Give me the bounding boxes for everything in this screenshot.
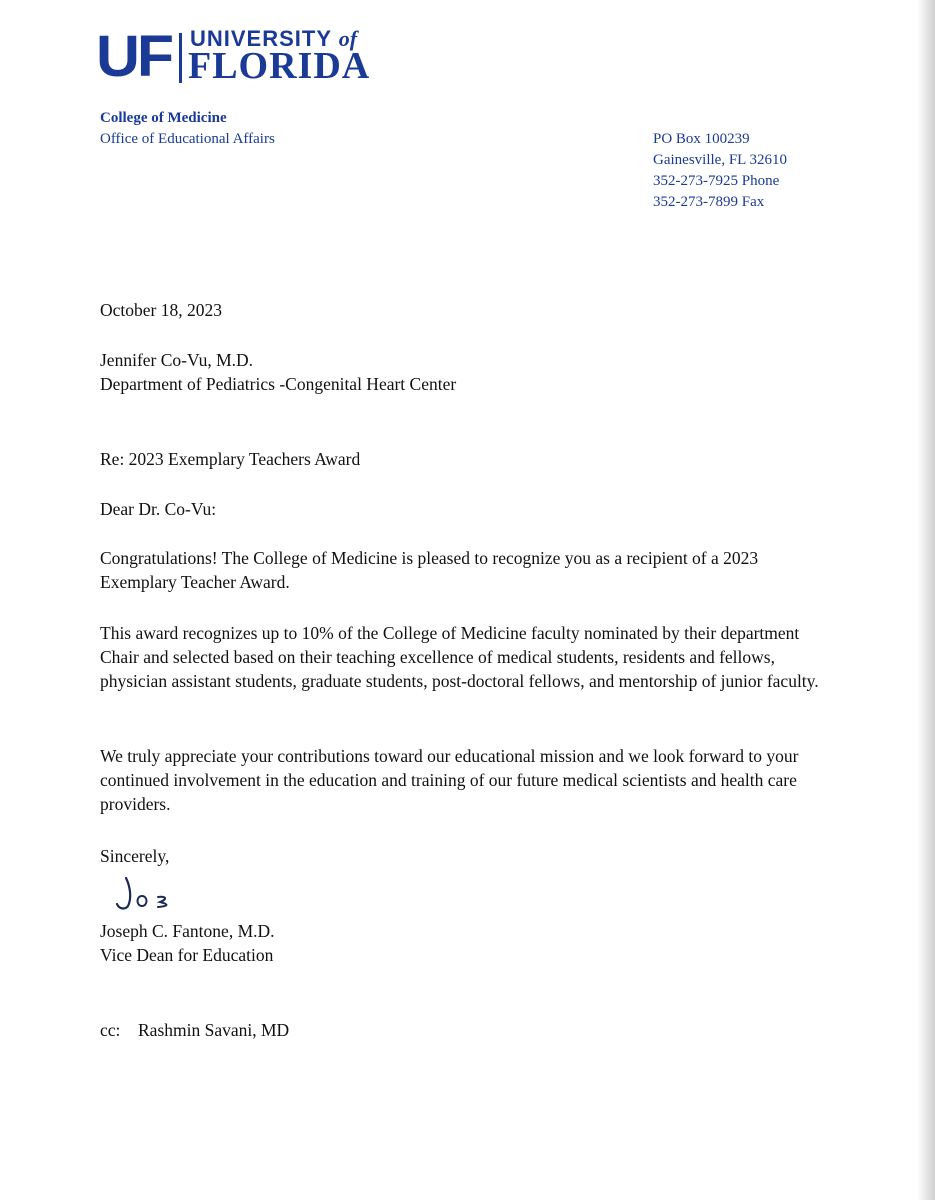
- cc-label: cc:: [100, 1020, 121, 1040]
- address-po-box: PO Box 100239: [653, 131, 750, 147]
- signer-block: [100, 919, 275, 967]
- recipient-name: Jennifer Co-Vu, M.D.: [100, 350, 254, 370]
- signer-title: Vice Dean for Education: [100, 945, 274, 965]
- logo-divider: [179, 33, 182, 83]
- letterhead-department: [100, 108, 275, 150]
- page-edge-shadow: [917, 0, 935, 1200]
- letter-salutation: Dear Dr. Co-Vu:: [100, 499, 217, 519]
- logo-uf-mark: UF: [96, 24, 171, 89]
- letter-closing: Sincerely,: [100, 846, 170, 866]
- letter-subject: Re: 2023 Exemplary Teachers Award: [100, 449, 361, 469]
- recipient-department: Department of Pediatrics -Congenital Heart Center: [100, 374, 457, 394]
- cc-name: Rashmin Savani, MD: [138, 1020, 290, 1040]
- logo-florida: FLORIDA: [188, 45, 371, 87]
- recipient-block: [100, 348, 456, 396]
- letterhead-address: [653, 129, 787, 213]
- letter-date: October 18, 2023: [100, 300, 222, 320]
- signer-name: Joseph C. Fantone, M.D.: [100, 921, 275, 941]
- address-fax: 352-273-7899 Fax: [653, 194, 765, 210]
- cc-line: [100, 1018, 289, 1042]
- body-paragraph-1: Congratulations! The College of Medicine is pleased to recognize you as a recipient of a 2023 Exemplary Teacher Award.: [100, 548, 759, 592]
- address-phone: 352-273-7925 Phone: [653, 173, 780, 189]
- signature: [114, 872, 194, 912]
- logo-of-word: of: [338, 26, 358, 51]
- body-paragraph-2: This award recognizes up to 10% of the College of Medicine faculty nominated by their department Chair and selected based on their teaching excellence of medical students, residents and fellows, physician assistant students, graduate students, post-doctoral fellows, and mentorship of junior faculty.: [100, 623, 819, 691]
- office-name: Office of Educational Affairs: [100, 131, 275, 147]
- college-name: College of Medicine: [100, 110, 227, 126]
- logo-university-word: UNIVERSITY: [190, 26, 332, 51]
- address-city: Gainesville, FL 32610: [653, 152, 788, 168]
- body-paragraph-3: We truly appreciate your contributions toward our educational mission and we look forward to your continued involvement in the education and training of our future medical scientists and health care providers.: [100, 746, 799, 814]
